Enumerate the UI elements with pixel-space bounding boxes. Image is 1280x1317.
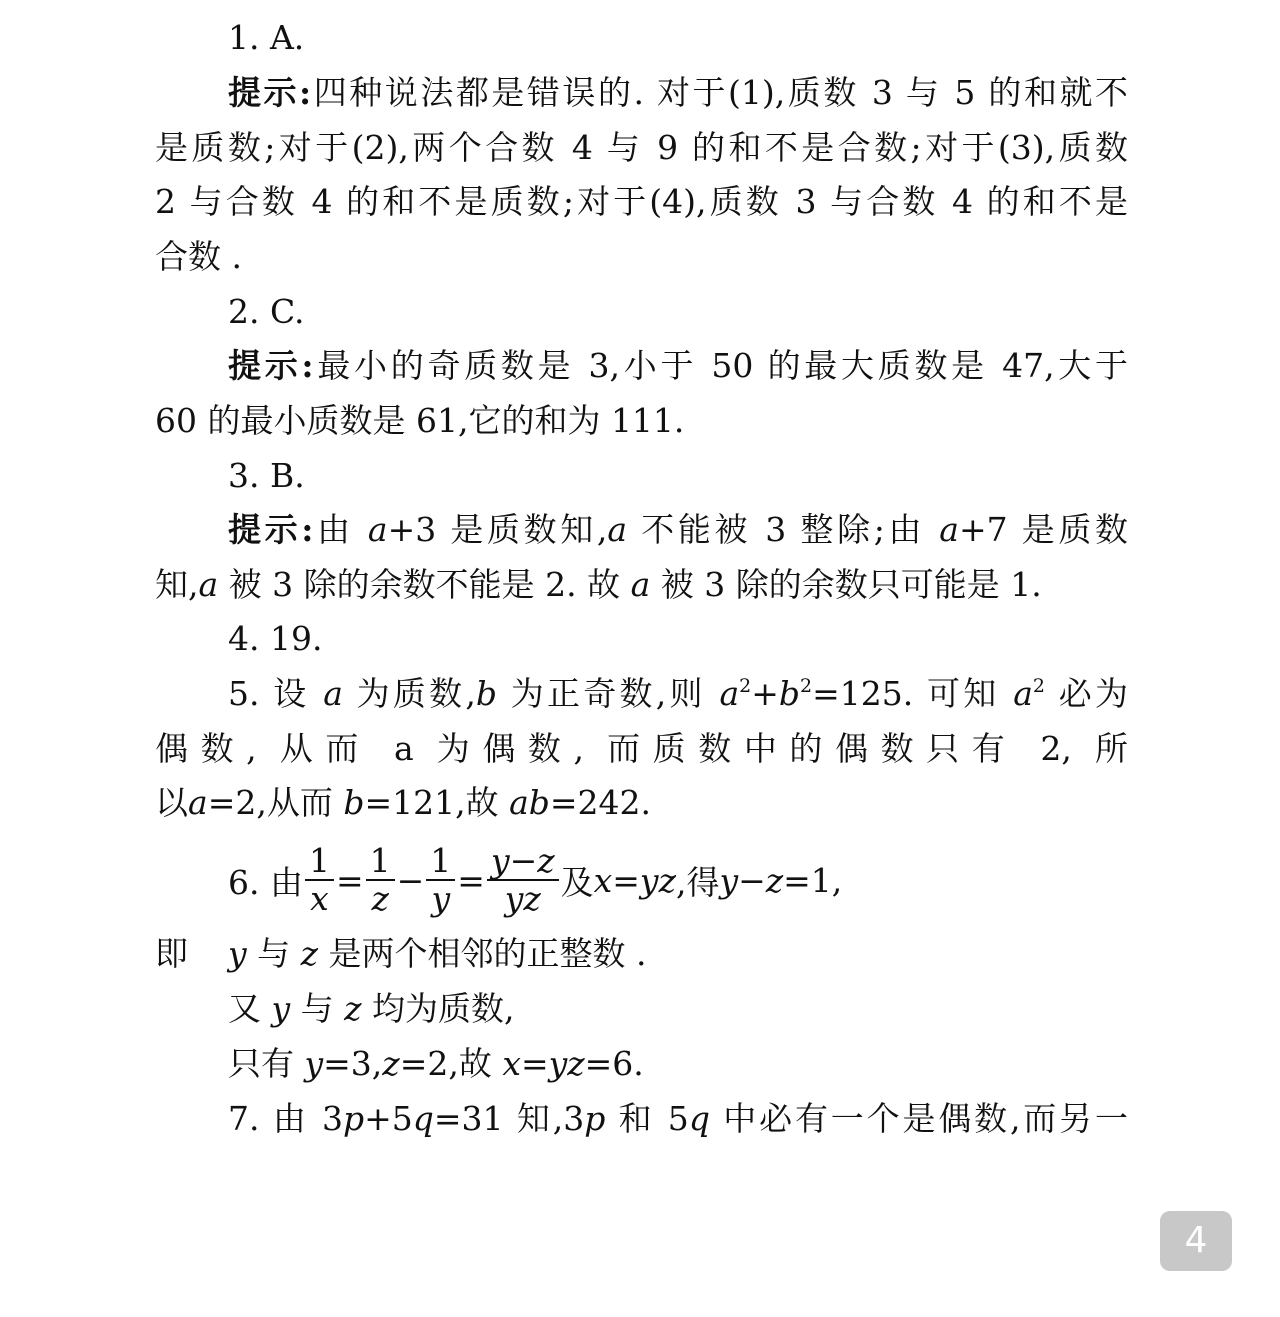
var-yz: yz — [639, 860, 676, 900]
q5-text: 必为 — [1045, 674, 1129, 713]
q2-hint-text-2: 60 的最小质数是 61,它的和为 111. — [155, 401, 685, 440]
var-yz: yz — [548, 1044, 585, 1083]
q7-text: 7. 由 3 — [228, 1099, 343, 1138]
q6-text: 与 — [290, 989, 345, 1028]
frac-num: 1 — [366, 843, 395, 881]
q1-hint-line-2 — [0, 126, 1280, 170]
q5-text: 5. 设 — [228, 674, 324, 713]
q5-text: =125. 可知 — [812, 674, 1014, 713]
q6-prefix: 6. 由 — [228, 862, 303, 902]
q6-text: 及 — [560, 862, 594, 902]
q3-hint-label: 提示: — [228, 510, 314, 549]
var-y: y — [228, 934, 247, 973]
q1-hint-line-4 — [0, 235, 1280, 279]
q2-answer-line — [0, 290, 1280, 334]
q3-text: +3 是质数知, — [387, 510, 608, 549]
q3-answer-line — [0, 454, 1280, 498]
q6-text: =3, — [323, 1044, 383, 1083]
var-a: a — [939, 510, 959, 549]
q7-text: +5 — [364, 1099, 413, 1138]
exponent: 2 — [739, 675, 752, 697]
minus-sign: − — [396, 860, 425, 900]
q6-text: 与 — [246, 934, 301, 973]
var-a: a — [367, 510, 388, 549]
q7-text: 中必有一个是偶数,而另一 — [709, 1099, 1128, 1138]
frac-num: 1 — [305, 843, 334, 881]
equals-sign: = — [457, 860, 485, 900]
q5-text: 以 — [155, 783, 188, 822]
q7-line-1 — [0, 1097, 1280, 1141]
q2-hint-text-1: 最小的奇质数是 3,小于 50 的最大质数是 47,大于 — [313, 346, 1129, 385]
var-z: z — [765, 860, 784, 900]
q5-text: =121,故 — [364, 783, 510, 822]
var-b: b — [778, 674, 801, 713]
q6-equation-line — [228, 840, 842, 920]
q2-answer: 2. C. — [228, 292, 305, 331]
frac-den: z — [371, 879, 389, 918]
var-z: z — [344, 989, 362, 1028]
q6-text: 又 — [228, 989, 272, 1028]
q5-line-3 — [0, 781, 1280, 825]
fraction-1-over-z — [366, 843, 395, 917]
exponent: 2 — [1032, 675, 1046, 697]
q6-text: 即 — [155, 934, 188, 973]
q3-hint-line-2 — [0, 563, 1280, 607]
q6-text: =2,故 — [399, 1044, 503, 1083]
q3-text: 被 3 除的余数只可能是 1. — [650, 565, 1042, 604]
q3-text: 被 3 除的余数不能是 2. 故 — [218, 565, 631, 604]
frac-den: y — [431, 879, 451, 918]
q6-text: =1, — [783, 860, 843, 900]
q6-line-3 — [0, 987, 1280, 1031]
q6-text: =6. — [584, 1044, 644, 1083]
q3-text: 不能被 3 整除;由 — [627, 510, 940, 549]
q3-text: +7 是质数 — [958, 510, 1128, 549]
q1-hint-text-2: 是质数;对于(2),两个合数 4 与 9 的和不是合数;对于(3),质数 — [155, 128, 1128, 167]
q3-answer: 3. B. — [228, 456, 305, 495]
var-q: q — [688, 1099, 710, 1138]
var-y: y — [719, 860, 739, 900]
q1-hint-label: 提示: — [228, 73, 312, 112]
q4-answer-line — [0, 617, 1280, 661]
var-a: a — [719, 674, 740, 713]
exponent: 2 — [800, 675, 813, 697]
q1-hint-text-4: 合数 . — [155, 237, 242, 276]
q4-answer: 4. 19. — [228, 619, 323, 658]
q5-line-2 — [0, 727, 1280, 771]
fraction-1-over-x — [305, 843, 334, 917]
q7-text: 和 5 — [605, 1099, 689, 1138]
q3-text: 知, — [155, 565, 199, 604]
q5-text: =242. — [549, 783, 652, 822]
var-x: x — [593, 860, 613, 900]
fraction-y-minus-z-over-yz — [487, 843, 559, 917]
var-p: p — [584, 1099, 606, 1138]
frac-num: 1 — [426, 843, 455, 881]
q5-text: 为正奇数,则 — [497, 674, 720, 713]
q6-text: 只有 — [228, 1044, 305, 1083]
var-a: a — [198, 565, 219, 604]
var-a: a — [1013, 674, 1033, 713]
q1-hint-line-3 — [0, 180, 1280, 224]
var-z: z — [300, 934, 319, 973]
q3-text: 由 — [313, 510, 368, 549]
var-a: a — [630, 565, 651, 604]
var-b: b — [343, 783, 365, 822]
q6-text: = — [520, 1044, 549, 1083]
var-y: y — [304, 1044, 324, 1083]
q2-hint-line-1 — [0, 344, 1280, 388]
var-ab: ab — [509, 783, 550, 822]
q1-hint-text-3: 2 与合数 4 的和不是质数;对于(4),质数 3 与合数 4 的和不是 — [155, 182, 1128, 221]
var-a: a — [607, 510, 628, 549]
q6-text: 均为质数, — [361, 989, 515, 1028]
var-a: a — [323, 674, 343, 713]
q6-text: 是两个相邻的正整数 . — [318, 934, 647, 973]
q7-text: =31 知,3 — [433, 1099, 585, 1138]
var-b: b — [475, 674, 498, 713]
var-x: x — [502, 1044, 521, 1083]
var-z: z — [382, 1044, 400, 1083]
q5-text-2: 偶数, 从而 a 为偶数, 而质数中的偶数只有 2, 所 — [155, 729, 1128, 768]
q3-hint-line-1 — [0, 508, 1280, 552]
q5-text: 为质数, — [342, 674, 476, 713]
q5-text: =2,从而 — [207, 783, 344, 822]
q1-answer-line — [0, 16, 1280, 60]
plus-sign: + — [751, 674, 779, 713]
frac-den: x — [310, 879, 329, 918]
q1-answer: 1. A. — [228, 18, 305, 57]
var-y: y — [271, 989, 291, 1028]
q1-hint-line-1 — [0, 71, 1280, 115]
q1-hint-text-1: 四种说法都是错误的. 对于(1),质数 3 与 5 的和就不 — [311, 73, 1128, 112]
q6-text: ,得 — [675, 862, 720, 902]
equals-sign: = — [335, 860, 364, 900]
page-number-badge[interactable]: 4 — [1160, 1211, 1232, 1271]
minus-sign: − — [738, 860, 766, 900]
q6-line-4 — [0, 1042, 1280, 1086]
var-q: q — [412, 1099, 434, 1138]
q5-line-1 — [0, 672, 1280, 716]
fraction-1-over-y — [426, 843, 455, 917]
q6-line-2 — [0, 932, 1280, 976]
var-a: a — [188, 783, 208, 822]
frac-num: y−z — [487, 843, 559, 881]
q2-hint-line-2 — [0, 399, 1280, 443]
q2-hint-label: 提示: — [228, 346, 314, 385]
q6-text: = — [612, 860, 640, 900]
var-p: p — [342, 1099, 365, 1138]
frac-den: yz — [504, 879, 541, 918]
